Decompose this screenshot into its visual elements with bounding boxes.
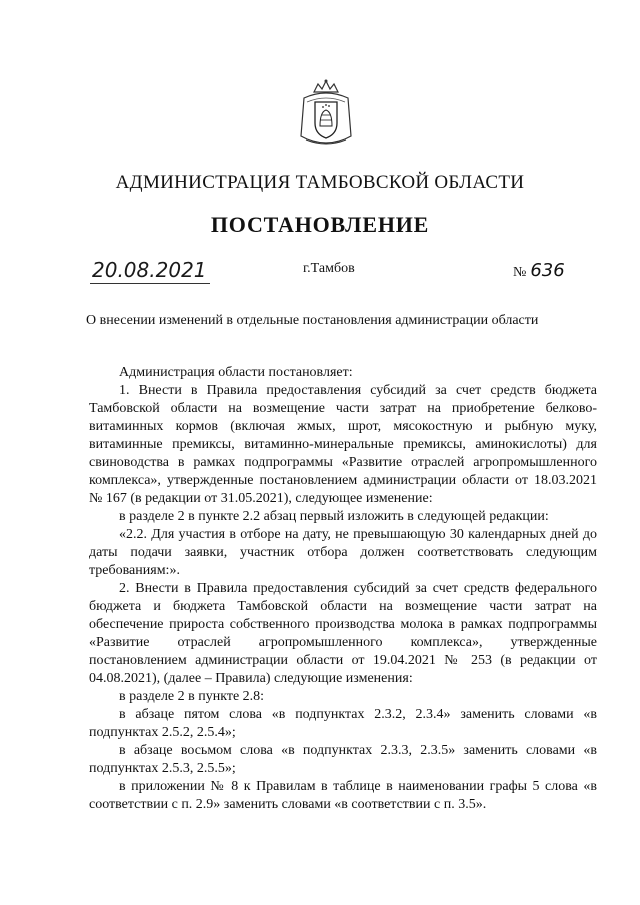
document-number [513, 260, 565, 281]
document-city: г.Тамбов [303, 261, 355, 276]
date-underline [90, 283, 210, 284]
document-type-title: ПОСТАНОВЛЕНИЕ [210, 212, 430, 237]
body-paragraph: 1. Внести в Правила предоставления субсидий за счет средств бюджета Тамбовской области на возмещение части затрат на приобретение белково-витаминных кормов (включая жмых, шрот, мясокостную и рыбную муку, витаминные премиксы, витаминно-минеральные премиксы, аминокислоты) для свиноводства в рамках подпрограммы «Развитие отраслей агропромышленного комплекса», утвержденные постановлением администрации области от 18.03.2021 № 167 (в редакции от 31.05.2021), следующее изменение: [89, 383, 597, 506]
organization-name: АДМИНИСТРАЦИЯ ТАМБОВСКОЙ ОБЛАСТИ [115, 172, 525, 193]
number-sign: № [513, 265, 527, 280]
body-paragraph: в разделе 2 в пункте 2.8: [119, 689, 265, 704]
number-value: 636 [530, 260, 565, 281]
document-body [89, 364, 597, 814]
body-paragraph: 2. Внести в Правила предоставления субсидий за счет средств федерального бюджета и бюджета Тамбовской области на возмещение части затрат на обеспечение прироста собственного производства молока в рамках подпрограммы «Развитие отраслей агропромышленного комплекса», утвержденные постановлением администрации области от 19.04.2021 № 253 (в редакции от 04.08.2021), (далее – Правила) следующие изменения: [89, 581, 597, 686]
body-paragraph: в абзаце пятом слова «в подпунктах 2.3.2, 2.3.4» заменить словами «в подпунктах 2.5.2, 2.5.4»; [89, 707, 597, 740]
document-date: 20.08.2021 [92, 258, 207, 282]
body-paragraph: в приложении № 8 к Правилам в таблице в наименовании графы 5 слова «в соответствии с п. 2.9» заменить словами «в соответствии с п. 3.5». [89, 779, 597, 812]
body-paragraph: «2.2. Для участия в отборе на дату, не превышающую 30 календарных дней до даты подачи заявки, участник отбора должен соответствовать следующим требованиям:». [89, 527, 597, 578]
body-paragraph: в абзаце восьмом слова «в подпунктах 2.3.3, 2.3.5» заменить словами «в подпунктах 2.5.3, 2.5.5»; [89, 743, 597, 776]
body-paragraph: в разделе 2 в пункте 2.2 абзац первый изложить в следующей редакции: [119, 509, 549, 524]
document-subject: О внесении изменений в отдельные постановления администрации области [86, 313, 539, 328]
coat-of-arms-emblem [296, 78, 356, 152]
body-paragraph: Администрация области постановляет: [119, 365, 353, 380]
